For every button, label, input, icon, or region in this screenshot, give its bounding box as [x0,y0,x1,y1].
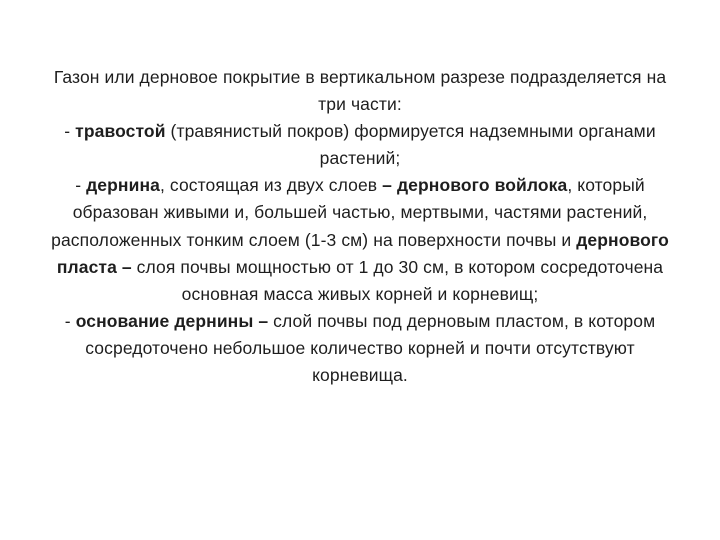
intro-paragraph [50,64,670,118]
part-dernina [50,172,670,307]
part3-text: слой почвы под дерновым пластом, в котором сосредоточено небольшое количество корней и почти отсутствуют корневища. [85,310,656,386]
part1-dash: - [64,121,76,142]
part2-text1: , состоящая из двух слоев [159,175,383,196]
part2-text3: слоя почвы мощностью от 1 до 30 см, в котором сосредоточена основная масса живых корней и корневищ; [131,256,664,304]
part2-dash: - [75,175,87,196]
part3-dash: - [64,310,76,331]
term-dernina: дернина [86,175,160,196]
term-dernovogo-plasta: дернового пласта – [56,229,669,277]
term-travostoy: травостой [75,121,166,142]
term-dernovogo-voyloka: – дернового войлока [382,175,568,196]
part-osnovanie [50,308,670,389]
intro-text: Газон или дерновое покрытие в вертикальном разрезе подразделяется на три части: [53,67,667,115]
term-osnovanie-derniny: основание дернины – [75,310,269,331]
slide-text-block [50,64,670,389]
part2-text2: , который образован живыми и, большей частью, мертвыми, частями растений, расположенных тонким слоем (1-3 см) на поверхности почвы и [51,175,648,250]
part-travostoy [50,118,670,172]
part1-text: (травянистый покров) формируется надземными органами растений; [165,121,656,169]
